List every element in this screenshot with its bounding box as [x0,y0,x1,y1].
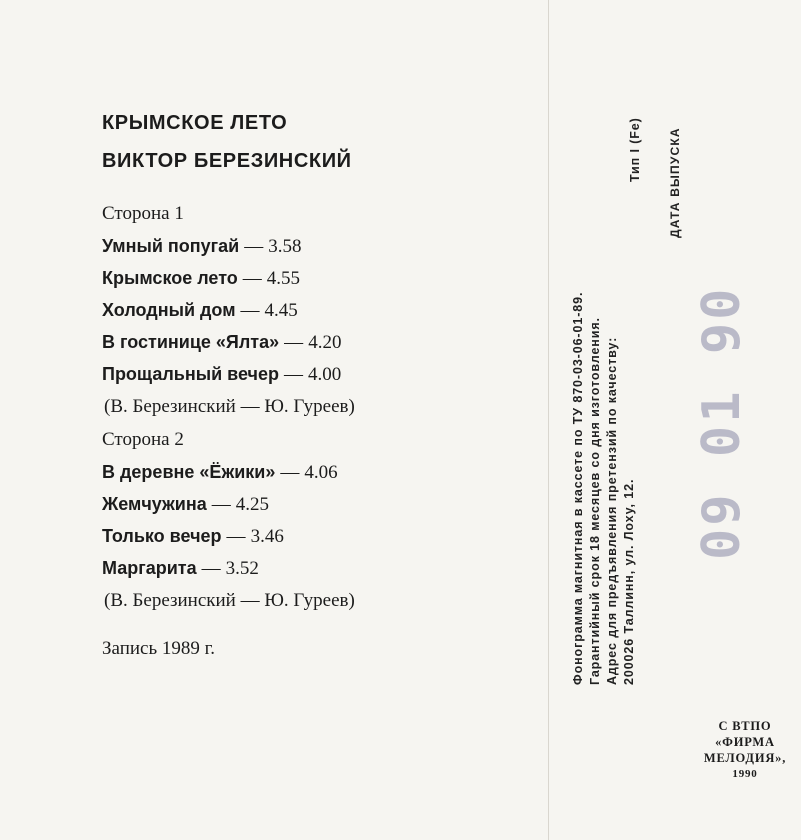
info-line-1: Фонограмма магнитная в кассете по ТУ 870-03-06-01-89. [571,291,585,685]
side-1-label: Сторона 1 [102,203,184,224]
track-duration: 3.58 [268,236,302,257]
release-date-stamp: 09 01 90 [692,285,752,560]
track-row [102,330,341,355]
track-duration: 4.06 [304,462,338,483]
track-duration: 4.55 [266,268,301,289]
track-row [102,362,341,387]
track-duration: 4.00 [308,364,342,385]
track-separator: — [284,332,304,353]
track-separator: — [244,236,264,257]
track-duration: 3.46 [250,526,284,547]
publisher-line-1: С ВТПО [718,719,772,733]
side-2-label: Сторона 2 [102,429,184,450]
recording-year: Запись 1989 г. [102,638,216,659]
publisher-line-2: «ФИРМА [715,735,775,749]
track-separator: — [240,300,260,321]
track-title: Жемчужина [102,494,207,514]
track-separator: — [211,494,231,515]
track-separator: — [226,526,246,547]
track-duration: 3.52 [225,558,259,579]
track-title: Маргарита [102,558,197,578]
track-separator: — [242,268,262,289]
track-row [102,556,259,581]
publisher-block [690,718,800,782]
track-title: Умный попугай [102,236,240,256]
artist-name: ВИКТОР БЕРЕЗИНСКИЙ [102,150,352,172]
track-separator: — [201,558,221,579]
track-row [102,460,338,485]
publisher-line-3: МЕЛОДИЯ», [703,751,787,765]
tape-type: Тип I (Fe) [628,117,642,182]
info-line-3: Адрес для предъявления претензий по качеству: [605,336,619,685]
publisher-year: 1990 [732,768,758,780]
track-title: В гостинице «Ялта» [102,332,280,352]
info-line-4: 200026 Таллинн, ул. Лоху, 12. [622,478,636,685]
track-row [102,266,300,291]
track-title: В деревне «Ёжики» [102,462,276,482]
track-row [102,234,302,259]
track-title: Только вечер [102,526,222,546]
track-separator: — [280,462,300,483]
release-date-label: ДАТА ВЫПУСКА [668,127,682,238]
track-title: Прощальный вечер [102,364,280,384]
album-title: КРЫМСКОЕ ЛЕТО [102,112,288,134]
side-1-credit: (В. Березинский — Ю. Гуреев) [104,396,355,417]
track-duration: 4.45 [264,300,298,321]
track-duration: 4.20 [308,332,342,353]
track-duration: 4.25 [235,494,270,515]
track-separator: — [284,364,304,385]
track-row [102,524,284,549]
track-row [102,298,298,323]
track-row [102,492,269,517]
info-line-2: Гарантийный срок 18 месяцев со дня изготовления. [588,317,602,685]
side-2-credit: (В. Березинский — Ю. Гуреев) [104,590,355,611]
track-title: Крымское лето [102,268,238,288]
track-title: Холодный дом [102,300,236,320]
fold-line [548,0,549,840]
